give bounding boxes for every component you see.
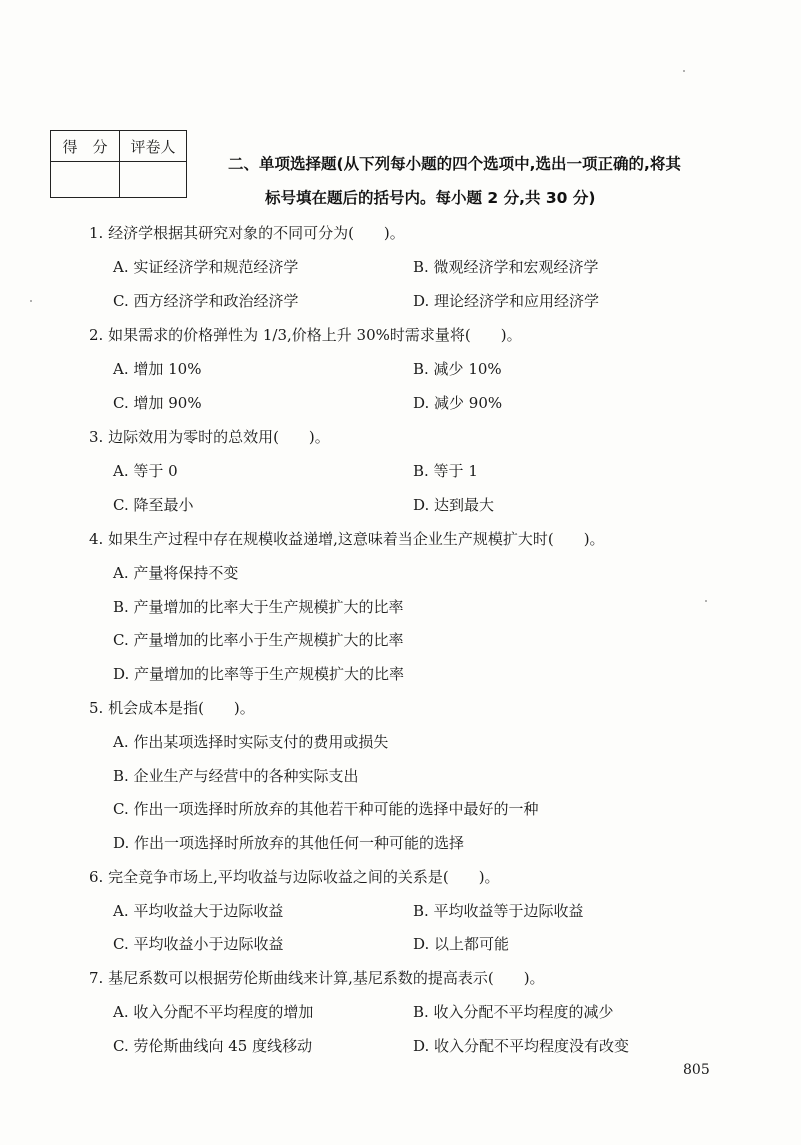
page-number: 805	[683, 1062, 710, 1078]
q7-option-a: A. 收入分配不平均程度的增加	[113, 1003, 314, 1021]
score-header: 得 分	[51, 131, 120, 162]
scan-speck	[683, 70, 685, 72]
q1-option-a: A. 实证经济学和规范经济学	[113, 258, 299, 276]
q5-option-c: C. 作出一项选择时所放弃的其他若干种可能的选择中最好的一种	[113, 800, 539, 818]
grader-cell	[120, 162, 187, 198]
q5-option-a: A. 作出某项选择时实际支付的费用或损失	[113, 733, 389, 751]
q7-option-b: B. 收入分配不平均程度的减少	[413, 1003, 614, 1021]
q2-option-a: A. 增加 10%	[113, 360, 202, 378]
q1-option-b: B. 微观经济学和宏观经济学	[413, 258, 599, 276]
grader-header: 评卷人	[120, 131, 187, 162]
question-3: 3. 边际效用为零时的总效用( )。	[89, 428, 330, 446]
section-title-line2: 标号填在题后的括号内。每小题 2 分,共 30 分)	[265, 189, 596, 207]
q6-option-b: B. 平均收益等于边际收益	[413, 902, 584, 920]
q7-option-d: D. 收入分配不平均程度没有改变	[413, 1037, 630, 1055]
question-6: 6. 完全竞争市场上,平均收益与边际收益之间的关系是( )。	[89, 868, 500, 886]
q1-option-c: C. 西方经济学和政治经济学	[113, 292, 299, 310]
score-table	[50, 130, 187, 198]
question-4: 4. 如果生产过程中存在规模收益递增,这意味着当企业生产规模扩大时( )。	[89, 530, 605, 548]
q3-option-c: C. 降至最小	[113, 496, 194, 514]
section-title-line1: 二、单项选择题(从下列每小题的四个选项中,选出一项正确的,将其	[228, 155, 681, 173]
question-2: 2. 如果需求的价格弹性为 1/3,价格上升 30%时需求量将( )。	[89, 326, 522, 344]
q7-option-c: C. 劳伦斯曲线向 45 度线移动	[113, 1037, 313, 1055]
q2-option-c: C. 增加 90%	[113, 394, 202, 412]
scan-speck	[705, 600, 707, 602]
question-7: 7. 基尼系数可以根据劳伦斯曲线来计算,基尼系数的提高表示( )。	[89, 969, 545, 987]
q5-option-d: D. 作出一项选择时所放弃的其他任何一种可能的选择	[113, 834, 465, 852]
q2-option-d: D. 减少 90%	[413, 394, 503, 412]
q4-option-a: A. 产量将保持不变	[113, 564, 239, 582]
scan-speck	[30, 300, 32, 302]
q3-option-b: B. 等于 1	[413, 462, 478, 480]
q5-option-b: B. 企业生产与经营中的各种实际支出	[113, 767, 359, 785]
q4-option-b: B. 产量增加的比率大于生产规模扩大的比率	[113, 598, 404, 616]
q3-option-a: A. 等于 0	[113, 462, 178, 480]
question-5: 5. 机会成本是指( )。	[89, 699, 255, 717]
score-cell	[51, 162, 120, 198]
q1-option-d: D. 理论经济学和应用经济学	[413, 292, 600, 310]
q4-option-d: D. 产量增加的比率等于生产规模扩大的比率	[113, 665, 405, 683]
q2-option-b: B. 减少 10%	[413, 360, 502, 378]
question-1: 1. 经济学根据其研究对象的不同可分为( )。	[89, 224, 405, 242]
q6-option-d: D. 以上都可能	[413, 935, 510, 953]
q4-option-c: C. 产量增加的比率小于生产规模扩大的比率	[113, 631, 404, 649]
q6-option-a: A. 平均收益大于边际收益	[113, 902, 284, 920]
q3-option-d: D. 达到最大	[413, 496, 495, 514]
q6-option-c: C. 平均收益小于边际收益	[113, 935, 284, 953]
